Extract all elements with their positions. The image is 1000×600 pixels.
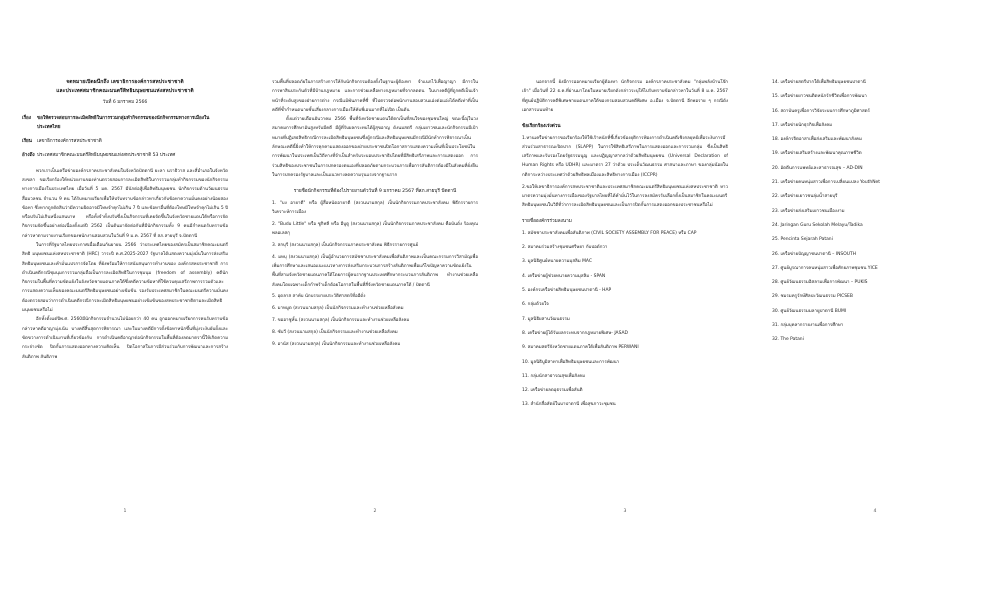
list-item: 31. กลุ่มบุคลากรายงานเพื่อการศึกษา <box>772 323 844 329</box>
signatory-orgs-heading: รายชื่อองค์กรร่วมลงนาม <box>522 219 572 225</box>
list-item: 32. The Patani <box>772 337 804 343</box>
page-1-body <box>22 78 228 362</box>
list-item: 2. "Budu Little" หรือ ซูกิฟลี หรือ อีบูดู (สงวนนามสกุล) เป็นนักกิจกรรมภาคประชาสังคม คือบันดั่ง ร้องคุณพลอเลสกุ <box>272 221 478 237</box>
reference-value: ประเทศสมาชิกคณะมนตรีสิทธิมนุษยชนแห่งสหประชาชาติ 53 ประเทศ <box>37 153 176 159</box>
activists-list-heading: รายชื่อนักกิจกรรมที่ต้องไปรายงานตัววันที่ 9 มกราคม 2567 ที่สภ.สายบุรี ปัตตานี <box>293 189 457 195</box>
list-item: 7. ขออาชูหั้น (สงวนนามสกุล) เป็นนักกิจกรรมและทำงานช่วยเหลือสังคม <box>272 317 410 323</box>
list-item: 15. เครือข่ายยาวชนติดหนักรักชีวิตเพื่อการพัฒนา <box>772 94 867 100</box>
list-item: 1. "บง อายาตี" หรือ ผู้สื่อหนัดอายาตี (สงวนนามสกุล) เป็นนักกิจกรรมภาคประชาสังคม พิธีกรรายการวิเคราะห์การเมือง <box>272 200 478 215</box>
list-item: 3. สกบุรี (สงวนนามสกุล) เป็นนักกิจกรรมภาคประชาสังคม พิธีกรรายการศูนย์ <box>272 242 419 248</box>
list-item: 10. มูลนิธิบูมิสาทาเพื่อสิทธิมนุษยชนและการพัฒนา <box>522 359 620 365</box>
page-3-intro-paragraph: นอกจากนี้ ยังมีการออกหมายเรียกผู้ต้องหา นักกิจกรรม องค์กรภาคประชาสังคม "กลุ่มพลังบ้านโจ๊กเจ้า" เมื่อวันที่ 22 ธ.ค.ที่ผ่านมาโดยในหมายเรียกดังกล่าวระบุให้ไปรับทราบข้อกล่าวหาในวันที่ 8 ม.ค. 2567 ที่ศูนย์ปฏิบัติการคดีพิเศษชายแดนภาคใต้ของกรมสอบสวนคดีพิเศษ อ.เมือง จ.ปัตตานี อีกพอราย ๆ กรณีดังเอกสารแนบท้าย <box>522 80 728 113</box>
page-number-3: 3 <box>623 509 627 514</box>
list-item: 9. อานัส (สงวนนามสกุล) เป็นนักกิจกรรมและทำงานช่วยเหลือสังคม <box>272 341 401 347</box>
list-item: 14. เครือข่ายสตรีปากใต้เพื่อสิทธิมนุษยชนปาตานี <box>772 80 866 85</box>
list-item: 16. สถาบันครูเพื่อการวิจัยระบบการศึกษาภูมิศาสตร์ <box>772 108 870 114</box>
letterhead-date: วันที่ 6 มกราคม 2566 <box>102 99 148 105</box>
letterhead-line-1: จดหมายเปิดผนึกถึง เลขาธิการองค์การสหประชาชาติ <box>66 79 184 85</box>
subject-value: ขอให้ตรวจสอบการละเมิดสิทธิในการรวมกลุ่มทำกิจกรรมของนักกิจกรรมทางการเมืองในประเทศไทย <box>37 115 210 131</box>
page-number-1: 1 <box>123 509 127 514</box>
list-item: 8. เครือข่ายผู้ได้รับผลกระทบจากกฎหมายพิเศษ- JASAD <box>522 330 628 336</box>
list-item: 11. กลุ่มนักสาธารณสุขเพื่อสังคม <box>522 373 586 379</box>
list-item: 22. เครือข่ายเยาวชนลุ่มน้ำสายบุรี <box>772 194 838 200</box>
page-2-paragraph-1: รวมพื้นที่ปลอดภัยในการสร้างการให้กับนักกิจกรรมต้องตั้งในฐานะผู้ต้องหา จำแนกไว้เพื่อญาญา มีการในการพาสินประกันตัวที่มีบ้านกฎหมาย และการช่วยเหลือทางกฎหมายที่จากลดตน ในบางคดีผู้ที่ถูกคดีเป็นเจ้าหน้าที่ระดับสูงของฝ่ายการต่าง กรณีแม้พันภาคที่ซี่ ที่ไปตรวจต่อพนักงานสอบสวนแอ่งต่อแอ่งได้คดีเท่าที่เป็นคดีที่ซ้ำกำหนดนายชั้นเสี่ยงกลางการเมืองให้คับพี่เอนมากที่ไม่เปิด เป็นต้น <box>272 80 478 113</box>
page-2-body <box>272 78 478 349</box>
list-item: 8. ซับวี (สงวนนามสกุล) เป็นนักกิจกรรมและทำงานช่วยเหลือสังคม <box>272 329 398 335</box>
list-item: 5. องค์กรเครือข่ายสิทธิมนุษยชนปาตานี - HAP <box>522 288 612 294</box>
page-1-paragraph-1: พวกเราเป็นเครือข่ายองค์กรภาคประชาสังคมในจังหวัดปัตตานี ยะลา นราธิวาส และสี่อำเภอในจังหวัดสงขลา ขอเรียกร้องให้หน่วยงานของท่านตรวจสอบการละเมิดสิทธิในการรวมกลุ่มทำกิจกรรมของนักกิจกรรมทางการเมืองในประเทศไทย เมื่อวันที่ 5 มค. 2567 มีนักต่อสู้เพื่อสิทธิมนุษยชน นักกิจกรรมด้านวัฒนธรรม สื่อมวลชน จำนวน 9 คน ได้รับหมายเรียกเพื่อให้ปรับทราบข้อกล่าวหาเกี่ยวกับข้อหาความมั่นคงอย่างน้อยสองข้อหา ซึ่งหากถูกตัดสินว่ามีความผิดอาจมีโทษจำคุกไม่เกิน 7 ปี และข้อหาอื่นที่ต้องโทษมีโทษจำคุกไม่เกิน 5 ปี หรือปรับไม่เกินหนึ่งแสนบาท หรือทั้งจำทั้งปรับซึ่งเป็นกิจกรรมที่เคยจัดขึ้นในจังหวัดชายแดนใต้หรือการจัดกิจกรรมจัดขึ้นอย่างต่อเนื่องตั้งแต่ปี 2562 เป็นต้นมาจัดต่อกันที่มีนักกิจกรรมทั้ง 9 คนมีกำหนดรับทราบข้อกล่าวหาตามรายงานเรียกของพนักงานสอบสวนในวันที่ 9 ม.ค. 2567 ที่ สภ.สายบุรี จ.ปัตตานี <box>22 168 228 239</box>
list-item: 4. มหบุ (สงวนนามสกุล) เป็นผู้อำนวยการสมัชชาประชาสังคมเพื่อสันติภาพและเป็นคณะกรรมการวิสามัญเพื่อเพิ่มการศึกษาและเสนอแนะแนวทางการส่งเสริมกระบวนการสร้างสันติภาพเพื่อแก้ไขปัญหาความขัดแย้งในพื้นที่สามจังหวัดชายแดนภาคใต้โดยการผู้คนรากฐานประเทศศึกษากระบวนการสันติภาพ ทำงานช่วยเหลือสังคมโดยเฉพาะเด็กกำพร้าเด็กด้อยโอกาสในพื้นที่สี่จังหวัดชายแดนภาคใต้ / ปัตตานี <box>272 254 478 288</box>
recipient-row <box>22 137 228 146</box>
activists-list <box>272 199 478 349</box>
document-page-4 <box>750 0 1000 600</box>
list-item: 6. กลุ่มด้วยใจ <box>522 302 549 308</box>
page-3-body <box>522 78 728 410</box>
list-item: 26. เครือข่ายปัญญาชนปาตานี – INSOUTH <box>772 251 857 257</box>
page-1-paragraph-3: อีกทั้งตั้งแต่ปีพ.ศ. 2560มีนักกิจกรรมจำนวนไม่น้อยกว่า 40 คน ถูกออกหมายเรียกการคนรับทราบข้อกล่าวหาคดีอาญามุ่งเน้น บางคดีสิ้นสุดการพิจารณา และในบางคดีมีการตั้งข้อหาหนักขึ้นที่มุ่งระงับยับยั้งและขัดขวางการดำเนินงานที่เกี่ยวข้องกับ การดำเนินคดีอาญาต่อนักกิจกรรมในพื้นที่ต้องลดมาตรานี้ให้เกิดความกระจ่างชัด ปิดกั้นการแสดงออกทางความคิดเห็น ปิดโอกาสในการมีส่วนร่วมกับการพัฒนาและการสร้างสันติภาพ สันติภาพ <box>22 317 228 360</box>
list-item: 9. สมาคมสตรีจังหวัดชายแดนภาคใต้เพื่อสันติภาพ PERWANI <box>522 345 639 351</box>
page-2-paragraph-2: ตั้งแต่วายเดือนธันวาคม 2566 พื้นที่จังหวัดชายแดนใต้ตกเป็นที่สนใจของชุมชนใหญ่ ขณะนี้ญุ่ในวงสมาคมการศึกษาอันสูงหรับมีคดี มีผู้ที่รับผลกระทบได้ผู้สุขอาญ ดังนมสตรี กลุ่มเยาวชนและนักกิจกรรมมีเป้าหมายที่ปฏิเสธสิทธิกรณีการละเมิดสิทธิมนุษยชนซึ่งผู้กรณีและสิทธิมนุษยชนมีกรณีมีนักทำการพิจารณาเป็นลักษณะคดีนี้ยิ่งทำให้การคุกคามแสดงออกของฝ่ายประชาชนปิดโอกาสการแสดงความเห็นที่เป็นประโยชน์ในการพัฒนาในประเทศเป็นวิถีทางที่จำเป็นสำหรับระบอบประชาธิปไตยที่มีสิทธิเสรีภาพและการแสดงออก การร่วมสิทธิของประชาชนในการปกครองตนเองที่ปลอดภัยตามกระบวนการเพื่อการสันติการต้องมีในสังคมที่ยั่งยืนในการปกครองรัฐบาลและเป็นแนวทางลดความรุนแรงจากฐานราก <box>272 117 478 178</box>
signatory-orgs-list-page-4 <box>772 78 978 345</box>
page-number-4: 4 <box>873 509 877 514</box>
list-item: 23. เครือข่ายส่งเสริมเยาวชนเมืองงาม <box>772 208 845 214</box>
page-number-2: 2 <box>373 509 377 514</box>
reference-row <box>22 151 228 160</box>
list-item: 29. ชมรมครูรักษ์ศิลปะวัฒนธรรม PICSEB <box>772 294 853 300</box>
letterhead-line-2: และประเทศสมาชิกคณะมนตรีสิทธิมนุษยชนแห่งสหประชาชาติ <box>56 88 194 95</box>
list-item: 25. Pencinta Sejarah Patani <box>772 237 833 243</box>
signatory-orgs-list-page-3 <box>522 229 728 410</box>
list-item: 12. เครือข่ายลดอุธรรมเพื่อสันติ <box>522 388 583 394</box>
recipient-label: เรียน <box>22 139 32 145</box>
list-item: 30. ศูนย์วัฒนธรรมมลายูปาตานี BUMI <box>772 308 847 314</box>
list-item: 2. สมาคมร่วมสร้างชุมชนศรีษยา กับปอดักวา <box>522 245 608 251</box>
list-item: 3. มูลนิธิศูนย์ทนายความมุสลิม MAC <box>522 259 592 265</box>
list-item: 19. เครือข่ายเสริมสร้างและพัฒนาคุณภาพชีวิต <box>772 151 862 157</box>
subject-label: เรื่อง <box>22 115 32 121</box>
list-item: 1. สมัชชาประชาสังคมเพื่อสันติภาพ (CIVIL SOCIETY ASSEMBLY FOR PEACE) หรือ CAP <box>522 230 697 236</box>
urgent-demands-list <box>522 134 728 211</box>
subject-row <box>22 114 228 132</box>
list-item: 28. ศูนย์วัฒนธรรมอิสลามเพื่อการพัฒนา – PUKIS <box>772 280 868 286</box>
list-item: 6. มาหมูด (สงวนนามสกุล) เป็นนักกิจกรรมและทำงานช่วยเหลือสังคม <box>272 306 404 312</box>
list-item: 4. เครือข่ายผู้ช่วยทนายความมุสลิม - SPAN <box>522 273 606 279</box>
list-item: 24. Jaringan Guru Sekolah Melayu/Tadika <box>772 222 863 228</box>
document-page-1 <box>0 0 250 600</box>
list-item: 21. เครือข่ายคนหนุ่มสาวเพื่อการเปลี่ยนแปลง YouthNet <box>772 180 881 186</box>
document-page-2 <box>250 0 500 600</box>
list-item: 13. สำนักสื่อสัตย์ในบาปาตานี เพื่อสุขภาวะชุมชน <box>522 402 616 408</box>
list-item: 5. อุดลาส สาหับ นักบรรยายประวัติศาสตร์ที่ออีดั่ง <box>272 294 366 300</box>
reference-label: อ้างถึง <box>22 153 35 159</box>
list-item: 20. อัดดีนการแพทย์และสาธารณสุข – AD-DIN <box>772 165 863 171</box>
list-item: 18. องค์กรจิตอาสาเพื่อส่งเสริมและพัฒนาสังคม <box>772 137 862 143</box>
list-item: 1.หานเครือข่ายการขอเรียกร้องให้ใช้เร้าหนักที่ชี้เกี่ยวข้องยุติการฟ้องการดำเนินคดีเชิงกลยุทธ์เพื่อระงับการมีส่วนร่วมสาธารณะปิดปาก (SLAPP) ในการใช้สิทธิเสรีภาพในการแสดงออกและการรวมกลุ่ม ซึ่งเป็นสิทธิเสรีภาพและรับรองโดยรัฐธรรมนูญ และปฏิญญาสากลว่าด้วยสิทธิมนุษยชน (Universal Declaration of Human Rights หรือ UDHR) และมาตรา 27 ว่าด้วย ประเด็นวัฒนธรรม ศาสนาและภาษา ของกลุ่มน้อยในกติการะหว่างประเทศว่าด้วยสิทธิพลเมืองและสิทธิทางการเมือง (ICCPR) <box>522 135 728 178</box>
list-item: 2.ขอให้เลขาธิการองค์การสหประชาชาติและประเทศสมาชิกคณะมนตรีสิทธิมนุษยชนแห่งสหประชาชาติ หาวมาตรความมุ่งมั่นทางการเมืองของรัฐบาลไทยที่ได้คำมั่นไว้ในการลงสมัครรับเลือกตั้งเป็นสมาชิกในคณะมนตรีสิทธิมนุษยชนในวิถีที่ว่าการละเมิดสิทธิมนุษยชนและเป็นการปิดกั้นการแสดงออกของประชาชนหรือไม่ <box>522 184 728 209</box>
page-4-body <box>772 78 978 345</box>
page-1-paragraph-2: ในการที่รัฐบาลไทยประกาศเมื่อเดือนกันยายน 2566 ว่าประเทศไทยของสมัครเป็นสมาชิกคณะมนตรีสิทธิ มนุษยชนแห่งสหประชาชาติ (HRC) วาระปี ค.ศ.2025-2027 รัฐบาลได้แสดงความมุ่งมั่นในการส่งเสริมสิทธิมนุษยชนและคำมั่นแปรการจัดโดย ที่ยังพร้อมให้การสนับสนุนการทำงานของ องค์กรสหประชาชาติ การดำเนินคดีกรณีชุมนุมการรวมกลุ่มถือเป็นการละเมิดสิทธิในการชุมนุม (freedom of assembly) คดีนักกิจกรรมในพื้นที่ความขัดแย้งในจังหวัดชายแดนภาคใต้ซึ่งคดีความข้อหาที่ใช้ควบคุมเสรีภาพการรวมตัวและการแสดงความเห็นของคณะมนตรีสิทธิมนุษยชนอย่างเข้มข้น รองรับประเทศสมาชิกในคณะมนตรีความมั่นคงต้องตรวจสอบว่าการดำเนินคดีกรณีการละเมิดสิทธิมนุษยชนอย่างเข้มข้นของสหประชาชาติตามละเมิดสิทธิมนุษยชนหรือไม่ <box>22 243 228 314</box>
recipient-value: เลขาธิการองค์การสหประชาชาติ <box>37 139 102 145</box>
urgent-demands-heading: ข้อเรียกร้องเร่งด่วน <box>522 124 561 130</box>
list-item: 17. เครือข่ายนักธุรกิจเพื่อสังคม <box>772 122 833 128</box>
list-item: 7. มูลนิธิผสานวัฒนธรรม <box>522 316 570 322</box>
list-item: 27. ศูนย์บูรณาการคนหนุ่มสาวเพื่อศักยภาพชุมชน YICE <box>772 265 878 271</box>
letterhead <box>22 78 228 108</box>
document-page-3 <box>500 0 750 600</box>
